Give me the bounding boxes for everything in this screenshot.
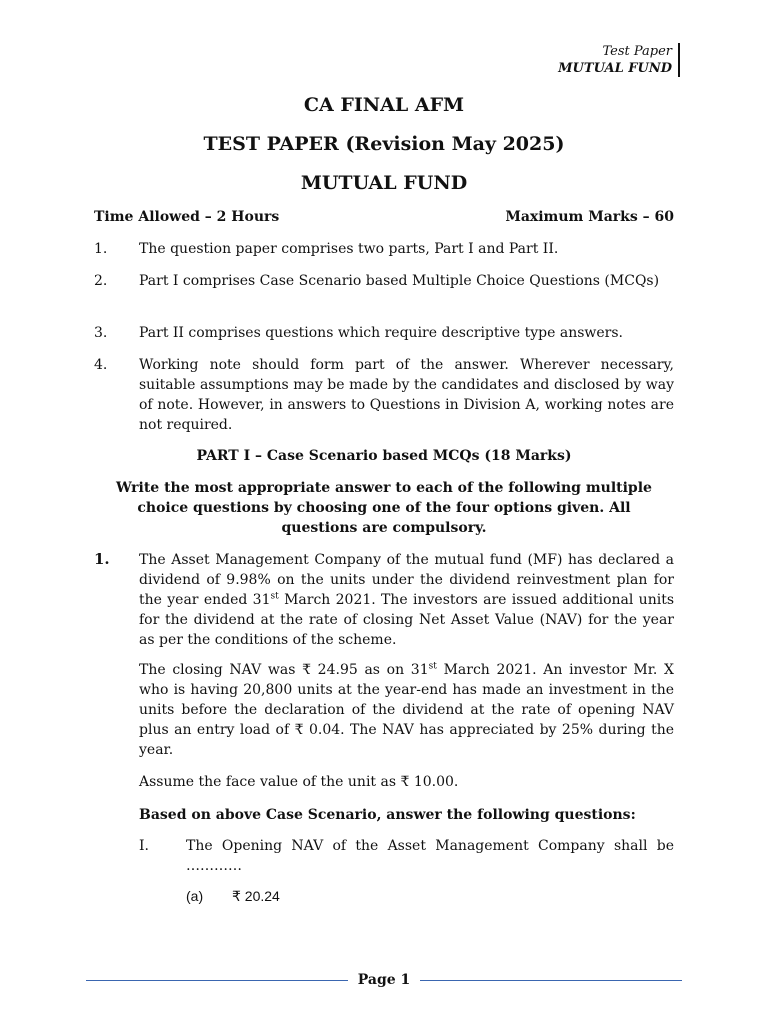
ordinal-suffix: st	[270, 591, 279, 602]
page-footer	[86, 972, 682, 988]
case-text: The Asset Management Company of the mutual fund (MF) has declared a dividend of 9.98% on the units under the dividend reinvestment plan for the year ended 31	[139, 552, 674, 608]
case-text: March 2021. An investor Mr. X who is having 20,800 units at the year-end has made an investment in the units before the declaration of the dividend at the rate of opening NAV plus an entry load of ₹ 0.04. The NAV has appreciated by 25% during the year.	[139, 662, 674, 758]
instruction-text: Part II comprises questions which require descriptive type answers.	[139, 325, 624, 341]
instruction-number: 2.	[94, 273, 108, 289]
instruction-number: 4.	[94, 357, 108, 373]
subject-title: MUTUAL FUND	[300, 172, 468, 194]
instruction-text: The question paper comprises two parts, Part I and Part II.	[139, 241, 559, 257]
time-allowed: Time Allowed – 2 Hours	[94, 209, 280, 225]
header-tag-line2: MUTUAL FUND	[558, 61, 672, 76]
instruction-item	[94, 323, 674, 343]
page-number: Page 1	[357, 972, 411, 988]
part1-heading: PART I – Case Scenario based MCQs (18 Marks)	[196, 448, 572, 464]
instruction-number: 1.	[94, 241, 108, 257]
header-tag	[558, 43, 680, 77]
case-text: March 2021. The investors are issued additional units for the dividend at the rate of closing Net Asset Value (NAV) for the year as per the conditions of the scheme.	[139, 592, 675, 648]
sub-question-text: The Opening NAV of the Asset Management Company shall be …………	[186, 838, 674, 874]
sub-question-number: I.	[139, 838, 149, 854]
instruction-text: Working note should form part of the answer. Wherever necessary, suitable assumptions may be made by the candidates and disclosed by way of note. However, in answers to Questions in Division A, working notes are not required.	[139, 357, 674, 433]
answer-option	[186, 888, 280, 905]
course-title: CA FINAL AFM	[303, 94, 465, 116]
footer-rule-right	[420, 980, 682, 981]
case-scenario-paragraph-1	[139, 550, 674, 650]
question-number: 1.	[94, 550, 110, 568]
sub-question	[139, 836, 674, 876]
questions-lead-in: Based on above Case Scenario, answer the following questions:	[139, 807, 636, 823]
instruction-number: 3.	[94, 325, 108, 341]
footer-rule-left	[86, 980, 348, 981]
instruction-item	[94, 271, 674, 291]
instruction-text: Part I comprises Case Scenario based Multiple Choice Questions (MCQs)	[139, 273, 660, 289]
option-label: (a)	[186, 888, 204, 904]
ordinal-suffix: st	[428, 661, 437, 672]
case-text: The closing NAV was ₹ 24.95 as on 31	[139, 662, 429, 678]
instruction-item	[94, 355, 674, 435]
paper-title: TEST PAPER (Revision May 2025)	[203, 133, 565, 155]
face-value-note: Assume the face value of the unit as ₹ 10.00.	[139, 774, 459, 790]
meta-row	[94, 209, 674, 225]
case-scenario-paragraph-2	[139, 660, 674, 760]
maximum-marks: Maximum Marks – 60	[505, 209, 674, 225]
part1-instruction: Write the most appropriate answer to each of the following multiple choice questions by choosing one of the four options given. All questions are compulsory.	[116, 480, 652, 536]
option-text: ₹ 20.24	[232, 888, 280, 904]
header-tag-line1: Test Paper	[602, 44, 672, 59]
instruction-item	[94, 239, 674, 259]
